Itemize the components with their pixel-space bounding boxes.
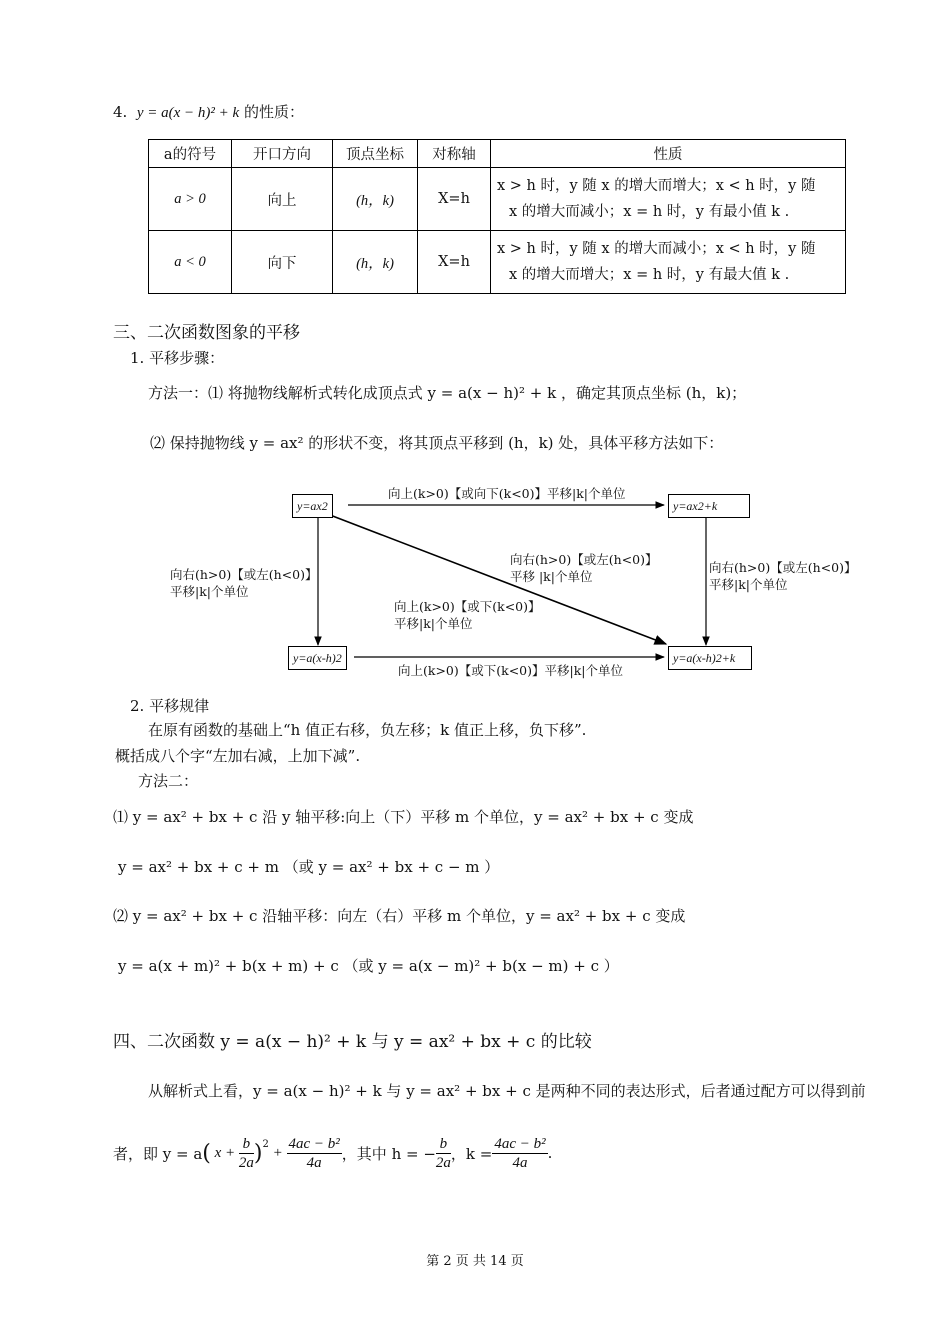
fraction-h [436,1135,451,1172]
method2-line: ⑴ y = ax² + bx + c 沿 y 轴平移:向上（下）平移 m 个单位，y = ax² + bx + c 变成 [113,808,694,826]
method2-heading: 方法二： [138,772,199,790]
rule-line: 在原有函数的基础上“h 值正右移，负左移；k 值正上移，负下移”. [148,721,587,739]
numerator: 4ac − b² [494,1135,546,1152]
fraction-k [492,1135,547,1172]
label-right-arrow [709,559,856,593]
square-exponent: 2 [262,1138,269,1150]
numerator: 4ac − b² [288,1135,340,1152]
header-axis: 对称轴 [418,140,491,168]
cell-vertex: (h，k) [333,168,418,231]
box-vertex-form: y=a(x-h)2+k [668,646,752,670]
steps-heading: 1. 平移步骤： [130,349,225,367]
label-line: 平移 |k|个单位 [510,569,593,584]
section-title-comparison: 四、二次函数 y = a(x − h)² + k 与 y = ax² + bx + c 的比较 [113,1032,592,1052]
label-top-arrow: 向上(k>0)【或向下(k<0)】平移|k|个单位 [388,486,626,501]
cell-axis: X=h [418,231,491,294]
label-line: 向右(h>0)【或左(h<0)】 [510,552,658,567]
cell-vertex: (h，k) [333,231,418,294]
left-paren: ( [202,1140,211,1166]
box-horizontal-shift: y=a(x-h)2 [288,646,347,670]
cell-sign: a < 0 [149,231,232,294]
method2-line: y = ax² + bx + c + m （或 y = ax² + bx + c − m ） [118,858,500,876]
header-vertex: 顶点坐标 [333,140,418,168]
denominator: 4a [306,1154,322,1171]
cell-direction: 向上 [232,168,333,231]
label-line: 平移|k|个单位 [709,577,788,592]
label-line: 向上(k>0)【或下(k<0)】 [394,599,541,614]
formula-k-label: ，k = [450,1144,493,1163]
label-line: 向右(h>0)【或左(h<0)】 [170,567,318,582]
rule-summary: 概括成八个字“左加右减，上加下减”. [115,747,361,765]
section-title-translation: 三、二次函数图象的平移 [113,323,300,343]
property-line: x > h 时，y 随 x 的增大而增大；x < h 时，y 随 [497,178,816,194]
formula-prefix: 者，即 y = a [113,1144,203,1163]
cell-axis: X=h [418,168,491,231]
numerator: b [436,1135,451,1154]
comparison-paragraph: 从解析式上看，y = a(x − h)² + k 与 y = ax² + bx + c 是两种不同的表达形式，后者通过配方可以得到前 [148,1082,866,1100]
denominator: 2a [238,1154,254,1171]
cell-direction: 向下 [232,231,333,294]
box-vertical-shift: y=ax2+k [668,494,750,518]
formula-h-label: ，其中 h = − [341,1144,436,1163]
fraction-b-over-2a [239,1135,254,1172]
header-sign: a的符号 [149,140,232,168]
completed-square-formula [113,1128,552,1178]
property-line: x > h 时，y 随 x 的增大而减小；x < h 时，y 随 [497,241,816,257]
right-paren: ) [253,1140,263,1166]
label-line: 平移|k|个单位 [170,584,249,599]
fraction-constant [287,1135,342,1172]
label-bottom-arrow: 向上(k>0)【或下(k<0)】平移|k|个单位 [398,663,624,678]
rule-heading: 2. 平移规律 [130,697,210,715]
heading-suffix: 的性质： [243,103,304,121]
numerator: b [239,1135,254,1154]
label-diagonal-arrow [510,551,657,585]
property-line: x 的增大而增大；x = h 时，y 有最大值 k . [509,267,790,283]
method1-step1: 方法一：⑴ 将抛物线解析式转化成顶点式 y = a(x − h)² + k ，确定其顶点坐标 (h，k)； [148,384,747,402]
heading-number: 4. [113,103,128,121]
method2-line: ⑵ y = ax² + bx + c 沿轴平移：向左（右）平移 m 个单位，y = ax² + bx + c 变成 [113,907,686,925]
label-left-arrow [170,566,317,600]
formula-end: . [547,1144,553,1162]
property-line: x 的增大而减小；x = h 时，y 有最小值 k . [509,204,790,220]
header-property: 性质 [491,140,846,168]
box-basic-parabola: y=ax2 [292,494,333,518]
label-line: 平移|k|个单位 [394,616,473,631]
method2-line: y = a(x + m)² + b(x + m) + c （或 y = a(x − m)² + b(x − m) + c ） [118,957,619,975]
cell-sign: a > 0 [149,168,232,231]
vertex-form-formula: y = a(x − h)² + k [136,105,240,121]
var-x: x + [210,1144,239,1161]
label-middle [394,598,541,632]
label-line: 向右(h>0)【或左(h<0)】 [709,560,857,575]
page-footer: 第 2 页 共 14 页 [426,1254,524,1269]
method1-step2: ⑵ 保持抛物线 y = ax² 的形状不变，将其顶点平移到 (h，k) 处，具体平移方法如下： [150,434,724,452]
header-direction: 开口方向 [232,140,333,168]
plus-sign: + [268,1144,287,1161]
denominator: 2a [435,1154,451,1171]
denominator: 4a [512,1154,528,1171]
